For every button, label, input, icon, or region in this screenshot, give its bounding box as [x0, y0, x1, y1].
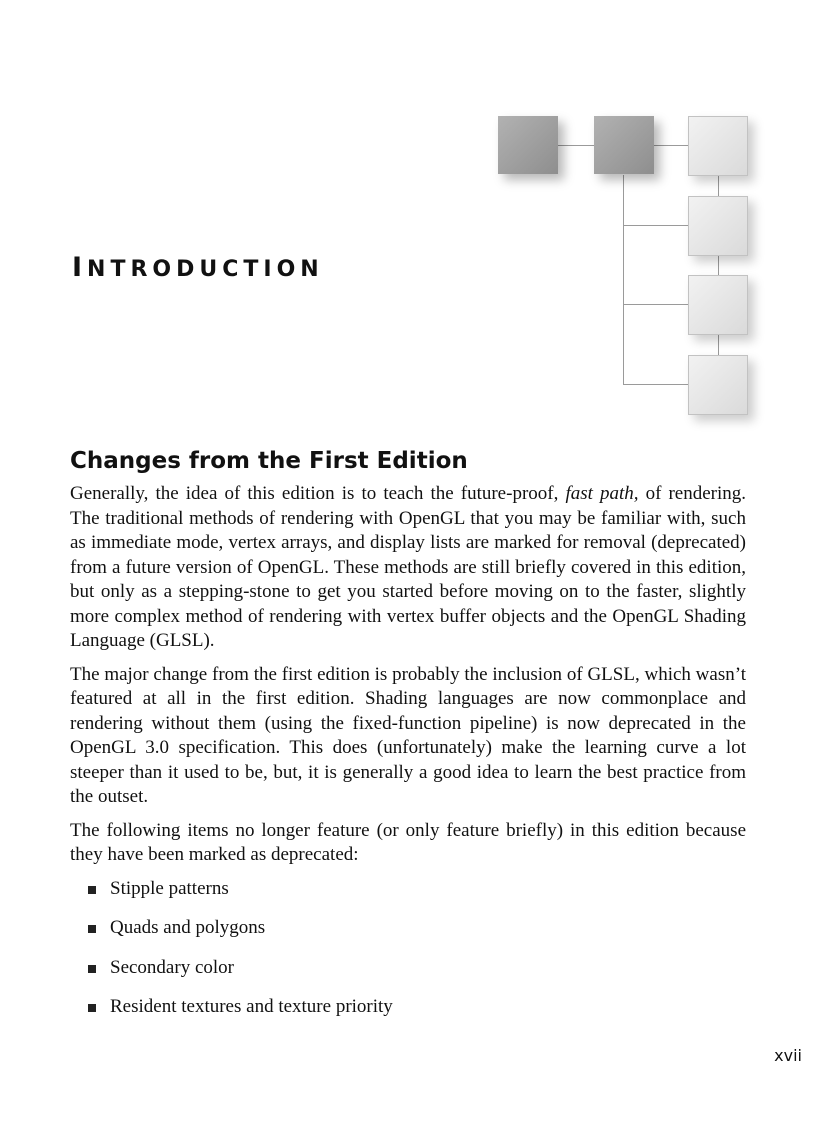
paragraph-1 [70, 482, 746, 654]
connector-line [718, 175, 719, 197]
list-item [88, 916, 746, 941]
connector-line [718, 255, 719, 276]
square-bullet-icon [88, 925, 96, 933]
connector-line [623, 304, 688, 305]
square-bullet-icon [88, 1004, 96, 1012]
connector-line [652, 145, 688, 146]
paragraph-2: The major change from the first edition is probably the inclusion of GLSL, which wasn’t featured at all in the first edition. Shading languages are now commonplace and rendering without them (using the fixed-function pipeline) is now deprecated in the OpenGL 3.0 specification. This does (unfortunately) make the learning curve a lot steeper than it used to be, but, it is generally a good idea to learn the best practice from the outset. [70, 663, 746, 807]
connector-line [718, 334, 719, 356]
decoration-box-dark [594, 116, 654, 174]
decoration-box-light [688, 275, 748, 335]
chapter-title-rest: NTRODUCTION [87, 257, 324, 282]
list-item [88, 956, 746, 981]
decoration-box-light [688, 116, 748, 176]
square-bullet-icon [88, 886, 96, 894]
list-item-text: Stipple patterns [110, 877, 229, 899]
connector-line [556, 145, 594, 146]
paragraph-3: The following items no longer feature (or only feature briefly) in this edition because they have been marked as deprecated: [70, 819, 746, 865]
decoration-box-light [688, 355, 748, 415]
page-number: xvii [774, 1046, 802, 1065]
deprecated-list [70, 877, 746, 1020]
body-text [70, 482, 746, 1035]
paragraph-1-end: of rendering. The traditional methods of rendering with OpenGL that you may be familiar with, such as immediate mode, vertex arrays, and display lists are marked for removal (deprecated) from a future version of OpenGL. These methods are still briefly covered in this edition, but only as a stepping-stone to get you started before moving on to the faster, slightly more complex method of rendering with vertex buffer objects and the OpenGL Shading Language (GLSL). [70, 483, 747, 651]
decoration-box-dark [498, 116, 558, 174]
decoration-box-light [688, 196, 748, 256]
list-item-text: Secondary color [110, 956, 234, 978]
paragraph-1-start: Generally, the idea of this edition is to teach the future-proof, [70, 483, 559, 504]
chapter-title-initial: I [72, 252, 88, 283]
connector-line [623, 384, 688, 385]
chapter-decoration [460, 95, 760, 455]
section-heading: Changes from the First Edition [70, 448, 468, 474]
paragraph-1-emphasis: fast path, [565, 483, 639, 504]
list-item-text: Quads and polygons [110, 917, 266, 938]
list-item-text: Resident textures and texture priority [110, 996, 393, 1017]
list-item [88, 877, 746, 902]
chapter-title [72, 252, 324, 283]
list-item [88, 995, 746, 1020]
connector-line [623, 225, 688, 226]
square-bullet-icon [88, 965, 96, 973]
connector-line [623, 175, 624, 384]
